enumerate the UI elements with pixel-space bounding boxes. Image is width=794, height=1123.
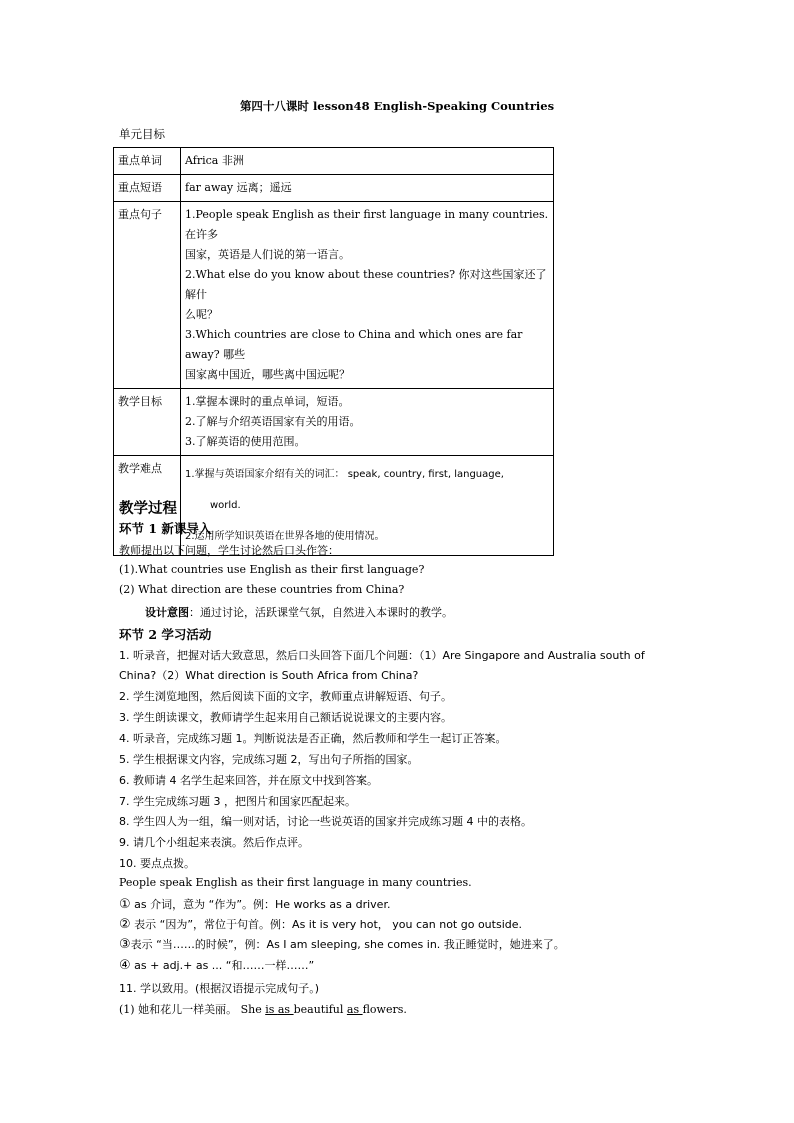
aim-line: 1.掌握本课时的重点单词，短语。 xyxy=(185,395,350,408)
point-item xyxy=(119,957,314,973)
exercise-blank: as xyxy=(346,1003,363,1016)
difficulty-line: world. xyxy=(210,500,241,511)
sentences-cell xyxy=(181,202,554,389)
words-label: 重点单词 xyxy=(114,148,181,175)
activity-line: 9. 请几个小组起来表演。然后作点评。 xyxy=(119,836,309,849)
sentence-line: 2.What else do you know about these countries? 你对这些国家还了解什 xyxy=(185,268,547,301)
activity-line: 5. 学生根据课文内容，完成练习题 2，写出句子所指的国家。 xyxy=(119,753,419,766)
activity-line: China?（2）What direction is South Africa from China? xyxy=(119,669,419,682)
step1-question: (2) What direction are these countries from China? xyxy=(119,583,405,596)
point-item xyxy=(119,916,522,932)
table-row xyxy=(114,202,554,389)
practice-heading: 11. 学以致用。(根据汉语提示完成句子。) xyxy=(119,982,320,995)
key-sentence: People speak English as their first language in many countries. xyxy=(119,876,472,889)
design-intent xyxy=(145,604,453,620)
exercise-blank: is xyxy=(265,1003,278,1016)
aims-cell xyxy=(181,389,554,456)
table-row xyxy=(114,175,554,202)
table-row xyxy=(114,148,554,175)
point-text: as + adj.+ as ... “和……一样……” xyxy=(130,959,315,972)
aim-line: 3.了解英语的使用范围。 xyxy=(185,435,306,448)
aim-line: 2.了解与介绍英语国家有关的用语。 xyxy=(185,415,361,428)
table-row xyxy=(114,456,554,556)
sentence-line: 国家，英语是人们说的第一语言。 xyxy=(185,248,350,261)
activity-line: 10. 要点点拨。 xyxy=(119,857,195,870)
activity-line: 7. 学生完成练习题 3 ，把图片和国家匹配起来。 xyxy=(119,795,356,808)
phrases-value: far away 远离；遥远 xyxy=(181,175,554,202)
words-value: Africa 非洲 xyxy=(181,148,554,175)
exercise-blank: as xyxy=(277,1003,294,1016)
goals-table xyxy=(113,147,554,556)
exercise-suffix: flowers. xyxy=(362,1003,407,1016)
activity-line: 6. 教师请 4 名学生起来回答，并在原文中找到答案。 xyxy=(119,774,378,787)
page-title: 第四十八课时 lesson48 English-Speaking Countries xyxy=(239,99,555,113)
step1-intro: 教师提出以下问题，学生讨论然后口头作答： xyxy=(119,544,339,557)
point-number: ④ xyxy=(119,958,131,973)
point-number: ② xyxy=(119,917,131,932)
activity-line: 4. 听录音，完成练习题 1。判断说法是否正确，然后教师和学生一起订正答案。 xyxy=(119,732,507,745)
phrases-label: 重点短语 xyxy=(114,175,181,202)
sentence-line: 么呢？ xyxy=(185,308,218,321)
activity-line: 8. 学生四人为一组，编一则对话，讨论一些说英语的国家并完成练习题 4 中的表格。 xyxy=(119,815,532,828)
aims-label: 教学目标 xyxy=(114,389,181,456)
difficulty-line: 1.掌握与英语国家介绍有关的词汇： speak, country, first, language, xyxy=(185,469,504,480)
table-row xyxy=(114,389,554,456)
process-heading: 教学过程 xyxy=(119,500,177,517)
design-label: 设计意图 xyxy=(145,606,189,619)
sentence-line: 1.People speak English as their first language in many countries. 在许多 xyxy=(185,208,549,241)
activity-line: 2. 学生浏览地图，然后阅读下面的文字，教师重点讲解短语、句子。 xyxy=(119,690,452,703)
difficulty-cell xyxy=(181,456,554,556)
exercise-line xyxy=(119,1001,407,1017)
step2-heading: 环节 2 学习活动 xyxy=(119,627,212,642)
sentence-line: 3.Which countries are close to China and which ones are far away? 哪些 xyxy=(185,328,523,361)
unit-goals-label: 单元目标 xyxy=(119,127,165,141)
point-item xyxy=(119,896,390,912)
activity-line: 1. 听录音，把握对话大致意思，然后口头回答下面几个问题：（1）Are Singapore and Australia south of xyxy=(119,649,645,662)
activity-line: 3. 学生朗读课文，教师请学生起来用自己额话说说课文的主要内容。 xyxy=(119,711,452,724)
exercise-text: beautiful xyxy=(293,1003,347,1016)
difficulty-line: 2.运用所学知识英语在世界各地的使用情况。 xyxy=(185,531,385,542)
point-text: 表示 “当……的时候”，例：As I am sleeping, she comes in. 我正睡觉时，她进来了。 xyxy=(130,938,565,951)
sentence-line: 国家离中国近，哪些离中国远呢？ xyxy=(185,368,350,381)
design-text: ：通过讨论，活跃课堂气氛，自然进入本课时的教学。 xyxy=(189,606,453,619)
point-number: ③ xyxy=(119,937,131,952)
difficulty-label: 教学难点 xyxy=(114,456,181,556)
sentences-label: 重点句子 xyxy=(114,202,181,389)
point-text: 表示 “因为”，常位于句首。例：As it is very hot， you can not go outside. xyxy=(130,918,522,931)
point-item xyxy=(119,936,565,952)
exercise-prefix: (1) 她和花儿一样美丽。 She xyxy=(119,1003,266,1016)
point-text: as 介词，意为 “作为”。例：He works as a driver. xyxy=(130,898,391,911)
point-number: ① xyxy=(119,897,131,912)
step1-question: (1).What countries use English as their first language? xyxy=(119,563,425,576)
step1-heading: 环节 1 新课导入 xyxy=(119,521,212,536)
